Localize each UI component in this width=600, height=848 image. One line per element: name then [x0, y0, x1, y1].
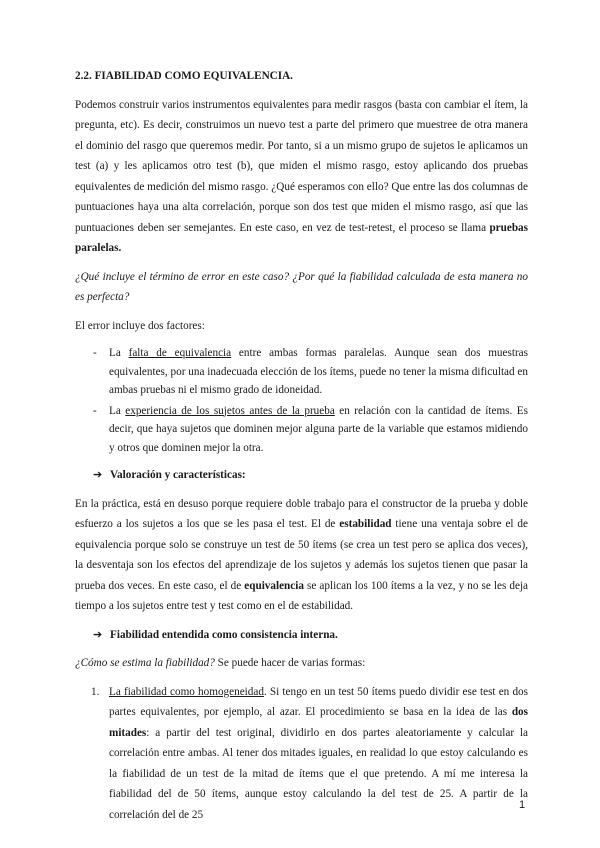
error-factor-list — [75, 344, 528, 457]
list-item — [75, 344, 528, 400]
subsection-consistencia — [75, 625, 528, 646]
factor-text: entre ambas formas paralelas. Aunque sean dos muestras equivalentes, por una inadecuada elección de los ítems, puede no tener la misma dificultad en ambas pruebas ni el mismo grado de idoneidad. — [109, 347, 528, 396]
factor-underlined-term: falta de equivalencia — [128, 347, 232, 359]
page-number: 1 — [519, 799, 526, 811]
method-text: . Si tengo en un test 50 ítems puedo dividir ese test en dos partes equivalentes, por ejemplo, al azar. El procedimiento se basa en la idea de las — [109, 685, 528, 718]
arrow-icon: ➔ — [93, 469, 103, 481]
question-error: ¿Qué incluye el término de error en este caso? ¿Por qué la fiabilidad calculada de esta manera no es perfecta? — [75, 270, 528, 303]
valoracion-text: En la práctica, está en desuso porque requiere doble trabajo para el constructor de la prueba y doble esfuerzo a los sujetos a los que se les pasa el test. El de — [75, 497, 528, 530]
valoracion-paragraph — [75, 494, 528, 617]
intro-paragraph — [75, 95, 528, 259]
page-content — [75, 66, 528, 825]
term-equivalencia: equivalencia — [244, 579, 304, 592]
factor-underlined-term: experiencia de los sujetos antes de la prueba — [125, 404, 335, 417]
intro-text: Podemos construir varios instrumentos equivalentes para medir rasgos (basta con cambiar el ítem, la pregunta, etc). Es decir, construimos un nuevo test a parte del primero que muestree de otra manera el dominio del rasgo que queremos medir. Por tanto, si a un mismo grupo de sujetos le aplicamos un test (a) y les aplicamos otro test (b), que miden el mismo rasgo, estoy aplicando dos pruebas equivalentes de medición del mismo rasgo. ¿Qué esperamos con ello? Que entre las dos columnas de puntuaciones haya una alta correlación, porque son dos test que miden el mismo rasgo, así que las puntuaciones deben ser semejantes. En este caso, en vez de test-retest, el proceso se llama — [75, 98, 528, 234]
list-item — [75, 402, 528, 458]
method-title: La fiabilidad como homogeneidad — [109, 685, 264, 698]
method-text: : a partir del test original, dividirlo en dos partes aleatoriamente y calcular la correlación entre ambas. Al tener dos mitades iguales, en realidad lo que estoy calculando es la fiabilidad de un test de la mitad de ítems que el que pretendo. A mí me interesa la fiabilidad del de 50 ítems, aunque estoy calculando la del test de 25. A partir de la correlación del de 25 — [109, 726, 528, 821]
error-intro: El error incluye dos factores: — [75, 319, 205, 332]
methods-list — [75, 682, 528, 826]
section-title: 2.2. FIABILIDAD COMO EQUIVALENCIA. — [75, 70, 293, 82]
item-number: 1. — [91, 685, 100, 698]
factor-text: en relación con la cantidad de ítems. Es decir, que haya sujetos que dominen mejor alguna parte de la variable que estamos midiendo y otros que dominen mejor la otra. — [109, 404, 528, 454]
factor-pre: La — [109, 347, 129, 359]
list-item — [75, 682, 528, 826]
question-rest: Se puede hacer de varias formas: — [214, 657, 366, 669]
valoracion-text: tiene una ventaja sobre el de equivalencia porque solo se construye un test de 50 ítems (se crea un test pero se aplica dos veces), la desventaja son los efectos del aprendizaje de los sujetos y además los sujetos tienen que pasar la prueba dos veces. En este caso, el de — [75, 518, 528, 592]
subsection-valoracion — [75, 465, 528, 486]
term-estabilidad: estabilidad — [339, 518, 392, 530]
question-estimate — [75, 653, 528, 674]
question-italic: ¿Cómo se estima la fiabilidad? — [75, 657, 215, 669]
arrow-icon: ➔ — [93, 628, 103, 641]
intro-bold-term: pruebas paralelas. — [75, 221, 528, 254]
method-bold-term: dos mitades — [109, 706, 528, 739]
valoracion-text: se aplican los 100 ítems a la vez, y no se les deja tiempo a los sujetos entre test y test como en el de estabilidad. — [75, 579, 529, 612]
factor-pre: La — [109, 404, 126, 417]
subsection-label: Valoración y características: — [110, 469, 246, 481]
subsection-label: Fiabilidad entendida como consistencia interna. — [110, 628, 338, 641]
